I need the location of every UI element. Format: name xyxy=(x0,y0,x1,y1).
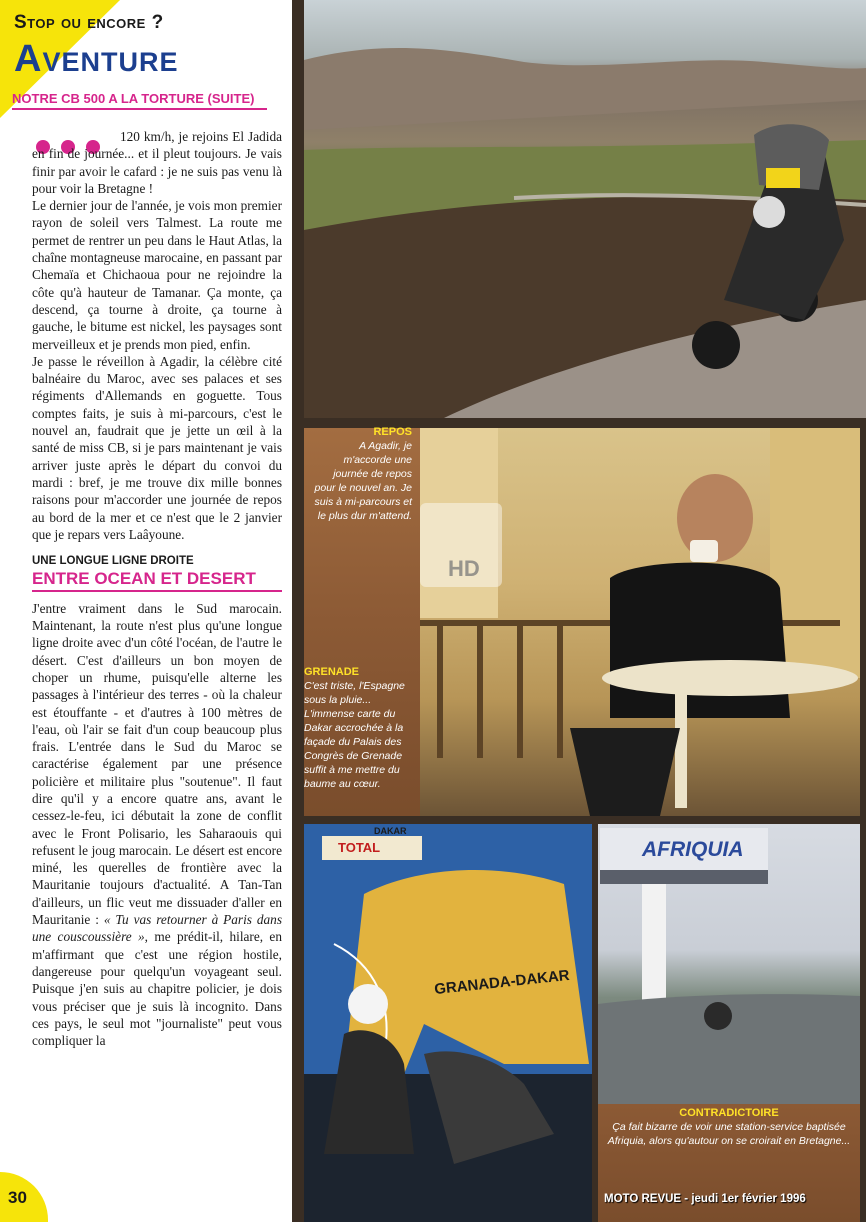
station-scene-illustration xyxy=(598,824,860,1104)
contradictoire-caption-body: Ça fait bizarre de voir une station-service baptisée Afriquia, alors qu'autour on se croirait en Bretagne... xyxy=(607,1121,851,1147)
repos-caption-title: REPOS xyxy=(373,426,412,438)
section-kicker: UNE LONGUE LIGNE DROITE xyxy=(32,555,194,568)
map-brand-label: DAKAR xyxy=(374,826,407,836)
dakar-map-illustration xyxy=(304,824,592,1222)
page-number: 30 xyxy=(8,1188,27,1207)
article-paragraph: Je passe le réveillon à Agadir, la célèbre cité balnéaire du Maroc, avec ses palaces et ses régiments d'Allemands en goguette. Tous comptes faits, je suis à mi-parcours, c'est le nouvel an, faudrait que je jette un œil à la santé de miss CB, si je pars maintenant je vais arriver juste après le départ du convoi du mardi : bref, je me trouve dix mille bonnes raisons pour m'accorder une journée de repos au bord de la mer et ce n'est que le 2 janvier que je repars vers Laâyoune. xyxy=(32,353,282,542)
contradictoire-caption-title: CONTRADICTOIRE xyxy=(679,1107,779,1119)
map-sponsor-label: TOTAL xyxy=(338,840,381,855)
paragraph-text: , me prédit-il, hilare, en m'affirmant que c'est une région hostile, dangereuse pour quelqu'un voyageant seul. Puisque j'en suis au chapitre policier, je dois vous préciser que je suis là incognito. Dans ces pays, le seul mot "journaliste" peut vous compliquer la xyxy=(32,929,282,1049)
article-paragraph xyxy=(32,600,282,1050)
grenade-caption-body: C'est triste, l'Espagne sous la pluie... L'immense carte du Dakar accrochée à la façade du Palais des Congrès de Grenade suffit à me mettre du baume au cœur. xyxy=(304,680,405,790)
police-quote: « Tu vas retourner à Paris dans une couscoussière » xyxy=(32,912,282,945)
magazine-footer: MOTO REVUE - jeudi 1er février 1996 xyxy=(604,1193,806,1205)
mountain-road-photo xyxy=(304,0,866,418)
header-kicker: Stop ou encore ? xyxy=(14,12,164,33)
afriquia-station-photo xyxy=(598,824,860,1104)
repos-caption xyxy=(310,425,412,523)
article-intro: 120 km/h, je rejoins El Jadida en fin de journée... et il pleut toujours. Je vais finir par avoir le cafard : je ne suis pas venu là pour voir la Bretagne ! xyxy=(32,129,282,196)
page-subtitle: NOTRE CB 500 A LA TORTURE (SUITE) xyxy=(12,91,267,110)
section-heading: ENTRE OCEAN ET DESERT xyxy=(32,570,282,591)
page-title: Aventure xyxy=(14,38,179,80)
grenade-caption-title: GRENADE xyxy=(304,666,360,678)
repos-caption-body: A Agadir, je m'accorde une journée de repos pour le nouvel an. Je suis à mi-parcours et le plus dur m'attend. xyxy=(314,440,412,522)
contradictoire-caption xyxy=(602,1106,856,1148)
mountain-scene-illustration xyxy=(304,0,866,418)
map-title: GRANADA-DAKAR xyxy=(433,966,571,999)
grenade-caption xyxy=(304,665,414,791)
dakar-map-photo xyxy=(304,824,592,1222)
station-sign: AFRIQUIA xyxy=(642,838,744,861)
article-paragraph: Le dernier jour de l'année, je vois mon premier rayon de soleil vers Talmest. La route me permet de rentrer un peu dans le Haut Atlas, la chaîne montagneuse marocaine, en passant par Chemaïa et Chichaoua pour ne rejoindre la côte qu'à hauteur de Tamanar. Ça monte, ça descend, ça tourne à droite, ça tourne à gauche, le bitume est nickel, les paysages sont merveilleux et je prends mon pied, enfin. xyxy=(32,198,282,352)
repos-cafe-photo xyxy=(420,428,860,816)
article-body xyxy=(32,128,282,1049)
cafe-scene-illustration xyxy=(420,428,860,816)
paragraph-text: J'entre vraiment dans le Sud marocain. Maintenant, la route n'est plus qu'une longue ligne droite avec d'un côté l'océan, de l'autre le désert. C'est d'ailleurs un bon moyen de choper un rhume, puisqu'elle alterne les passages à l'intérieur des terres - où la chaleur est étouffante - et d'autres à 100 mètres de l'eau, où l'air se fait d'un coup beaucoup plus frais. L'entrée dans le Sud du Maroc se caractérise également par une présence policière et militaire plus "soutenue". Il faut dire qu'il y a encore quatre ans, avant le cessez-le-feu, ici débutait la zone de conflit avec le Front Polisario, les Saharaouis qui refusent le joug marocain. Le désert est encore miné, les querelles de frontière avec la Mauritanie toujours d'actualité. A Tan-Tan d'ailleurs, un flic veut me dissuader d'aller en Mauritanie : xyxy=(32,600,282,928)
watermark-text: HD xyxy=(448,556,480,581)
